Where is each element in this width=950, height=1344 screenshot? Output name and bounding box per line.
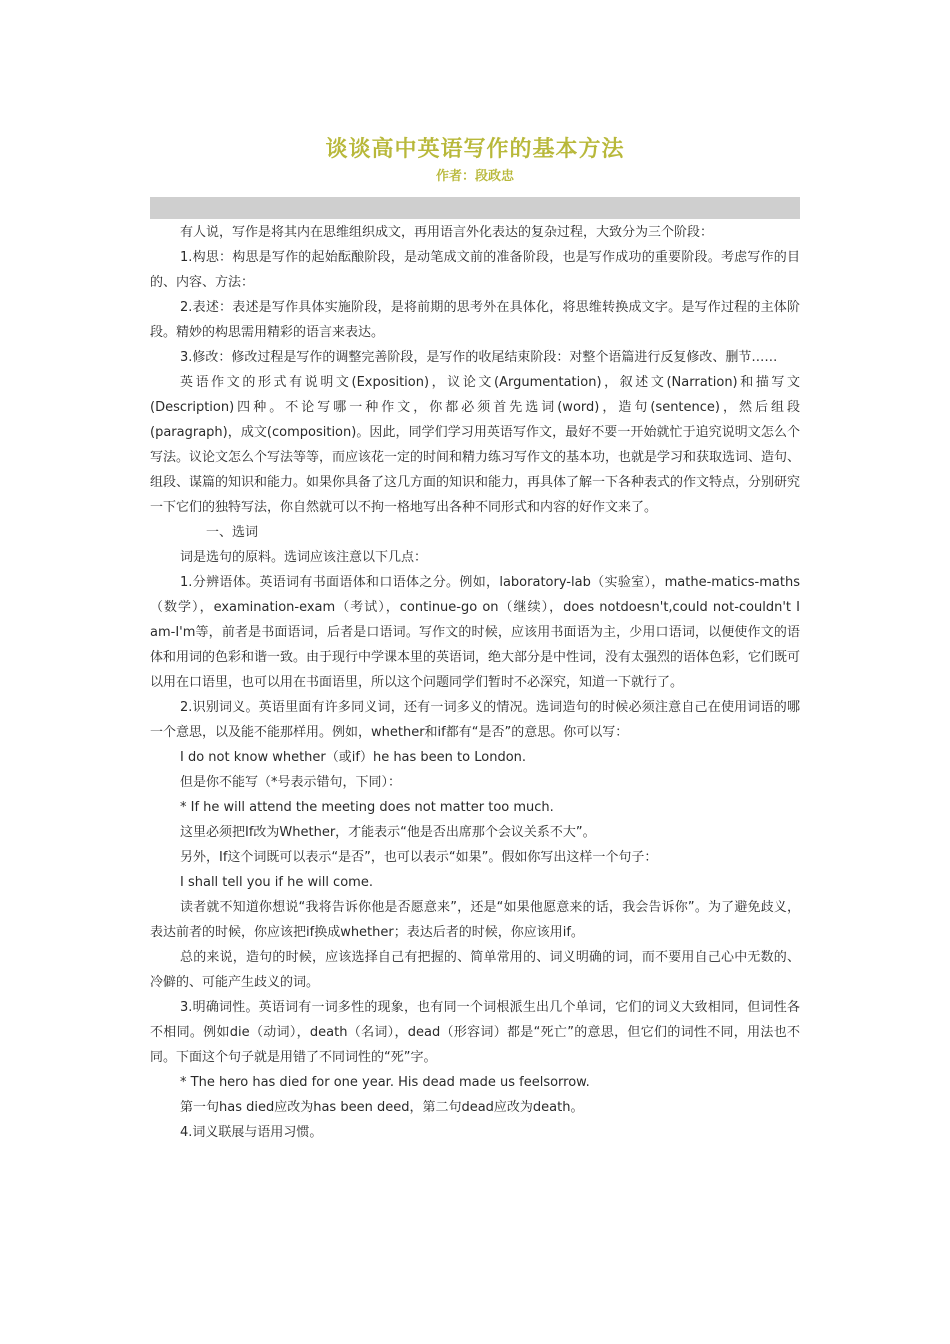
example-sentence: * The hero has died for one year. His dead made us feelsorrow. (180, 1075, 590, 1090)
paragraph: 2.识别词义。英语里面有许多同义词，还有一词多义的情况。选词造句的时候必须注意自己在使用词语的哪一个意思，以及能不能那样用。例如，whether和if都有“是否”的意思。你可以写： (150, 700, 800, 740)
paragraph: 第一句has died应改为has been deed，第二句dead应改为death。 (180, 1100, 584, 1115)
example-sentence: I shall tell you if he will come. (180, 875, 373, 890)
section-heading: 一、选词 (206, 525, 259, 540)
example-sentence: I do not know whether（或if）he has been to London. (180, 750, 527, 765)
paragraph: 另外，If这个词既可以表示“是否”，也可以表示“如果”。假如你写出这样一个句子： (180, 850, 658, 865)
article-title: 谈谈高中英语写作的基本方法 (325, 137, 625, 162)
paragraph: 1.分辨语体。英语词有书面语体和口语体之分。例如，laboratory-lab（实验室），mathe-matics-maths（数学），examination-exam（考试），continue-go on（继续），does notdoesn't,could not-couldn't I am-I'm等，前者是书面语词，后者是口语词。写作文的时候，应该用书面语为主，少用口语词，以便使作文的语体和用词的色彩和谐一致。由于现行中学课本里的英语词，绝大部分是中性词，没有太强烈的语体色彩，它们既可以用在口语里，也可以用在书面语里，所以这个问题同学们暂时不必深究，知道一下就行了。 (150, 575, 801, 690)
paragraph: 2.表述：表述是写作具体实施阶段，是将前期的思考外在具体化，将思维转换成文字。是写作过程的主体阶段。精妙的构思需用精彩的语言来表达。 (150, 300, 800, 340)
article-body (150, 220, 800, 1145)
example-sentence: * If he will attend the meeting does not matter too much. (180, 800, 554, 815)
paragraph: 3.明确词性。英语词有一词多性的现象，也有同一个词根派生出几个单词，它们的词义大致相同，但词性各不相同。例如die（动词），death（名词），dead（形容词）都是“死亡”的意思，但它们的词性不同，用法也不同。下面这个句子就是用错了不同词性的“死”字。 (150, 1000, 800, 1065)
paragraph: 英语作文的形式有说明文(Exposition)，议论文(Argumentation)，叙述文(Narration)和描写文(Description)四种。不论写哪一种作文，你都必须首先选词(word)，造句(sentence)，然后组段(paragraph)，成文(composition)。因此，同学们学习用英语写作文，最好不要一开始就忙于追究说明文怎么个写法。议论文怎么个写法等等，而应该花一定的时间和精力练习写作文的基本功，也就是学习和获取选词、造句、组段、谋篇的知识和能力。如果你具备了这几方面的知识和能力，再具体了解一下各种表式的作文特点，分别研究一下它们的独特写法，你自然就可以不拘一格地写出各种不同形式和内容的好作文来了。 (150, 375, 801, 515)
paragraph: 3.修改：修改过程是写作的调整完善阶段，是写作的收尾结束阶段：对整个语篇进行反复修改、删节…… (180, 350, 778, 365)
paragraph: 1.构思：构思是写作的起始酝酿阶段，是动笔成文前的准备阶段，也是写作成功的重要阶段。考虑写作的目的、内容、方法： (150, 250, 800, 290)
divider-bar (150, 197, 800, 219)
paragraph: 但是你不能写（*号表示错句，下同）： (180, 775, 402, 790)
paragraph: 总的来说，造句的时候，应该选择自己有把握的、简单常用的、词义明确的词，而不要用自己心中无数的、冷僻的、可能产生歧义的词。 (150, 950, 800, 990)
paragraph: 有人说，写作是将其内在思维组织成文，再用语言外化表达的复杂过程，大致分为三个阶段： (180, 225, 714, 240)
paragraph: 这里必须把If改为Whether，才能表示“他是否出席那个会议关系不大”。 (180, 825, 596, 840)
paragraph: 4.词义联展与语用习惯。 (180, 1125, 323, 1140)
paragraph: 词是选句的原料。选词应该注意以下几点： (180, 550, 428, 565)
paragraph: 读者就不知道你想说“我将告诉你他是否愿意来”，还是“如果他愿意来的话，我会告诉你”。为了避免歧义，表达前者的时候，你应该把if换成whether；表达后者的时候，你应该用if。 (150, 900, 800, 940)
article-author: 作者：段政忠 (435, 169, 514, 184)
